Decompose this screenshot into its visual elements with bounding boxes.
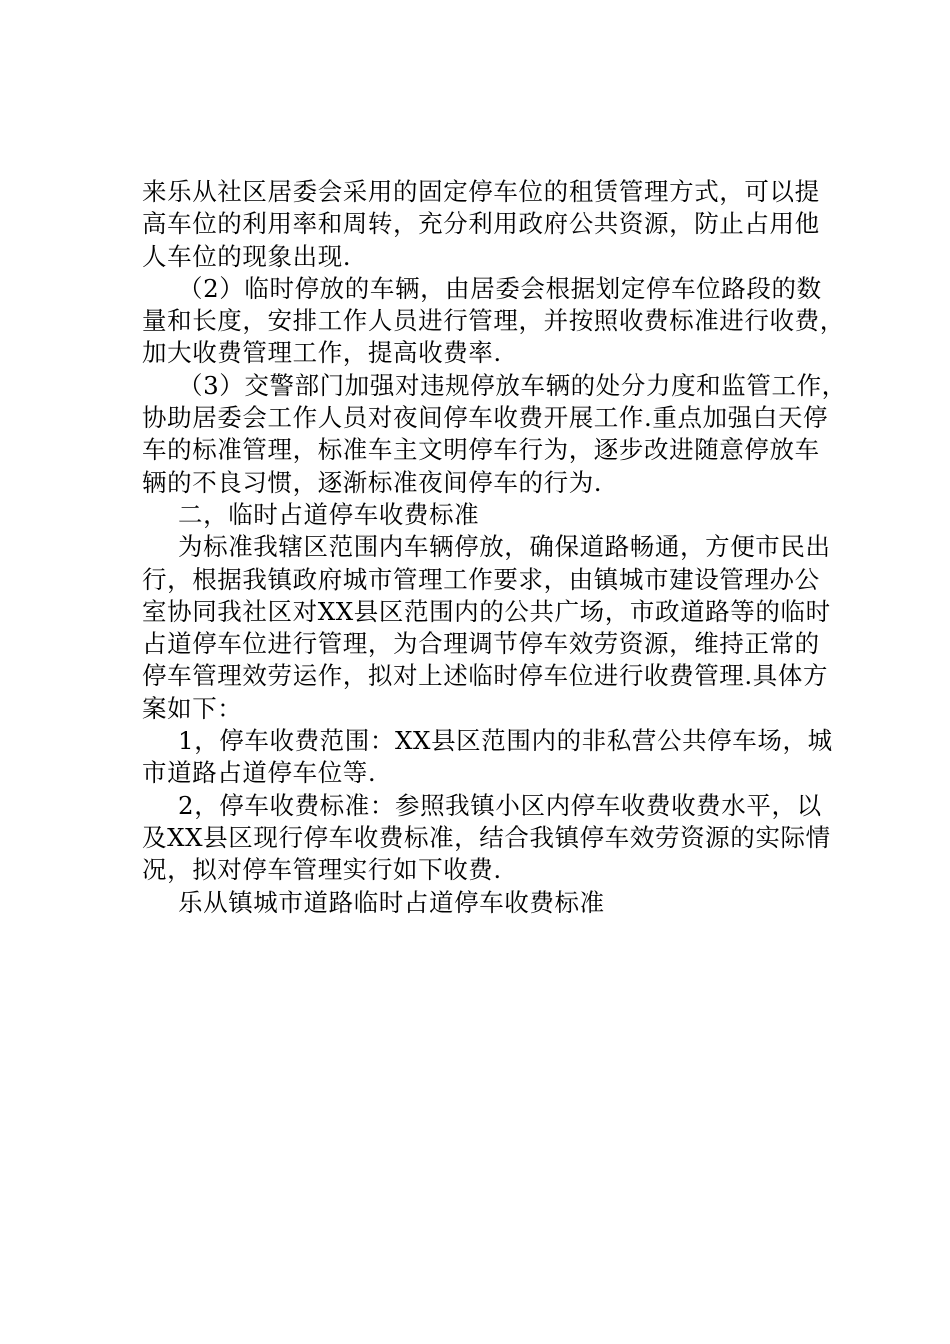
text-line: 加大收费管理工作，提高收费率. (142, 338, 502, 368)
text-line: 车的标准管理，标准车主文明停车行为，逐步改进随意停放车 (142, 435, 820, 465)
text-line: 停车管理效劳运作，拟对上述临时停车位进行收费管理.具体方 (142, 661, 829, 691)
text-line: 行，根据我镇政府城市管理工作要求，由镇城市建设管理办公 (142, 564, 820, 594)
text-line: 及XX县区现行停车收费标准，结合我镇停车效劳资源的实际情 (142, 822, 831, 852)
text-line: 案如下： (142, 693, 243, 723)
text-line: 市道路占道停车位等. (142, 758, 377, 788)
text-line: （3）交警部门加强对违规停放车辆的处分力度和监管工作， (178, 370, 847, 400)
section-heading (142, 499, 832, 531)
paragraph-table-title (142, 887, 832, 919)
text-line: （2）临时停放的车辆，由居委会根据划定停车位路段的数 (178, 273, 822, 303)
text-line: 来乐从社区居委会采用的固定停车位的租赁管理方式，可以提 (142, 177, 820, 206)
text-line: 2，停车收费标准：参照我镇小区内停车收费收费水平，以 (178, 790, 822, 820)
text-line: 人车位的现象出现. (142, 241, 352, 271)
text-line: 量和长度，安排工作人员进行管理，并按照收费标准进行收费， (142, 306, 845, 336)
paragraph-item-2 (142, 273, 845, 370)
text-line: 高车位的利用率和周转，充分利用政府公共资源，防止占用他 (142, 209, 820, 239)
document-body (142, 176, 847, 919)
text-line: 占道停车位进行管理，为合理调节停车效劳资源，维持正常的 (142, 629, 820, 659)
paragraph-fee-standard (142, 790, 832, 887)
text-line: 为标准我辖区范围内车辆停放，确保道路畅通，方便市民出 (178, 532, 831, 562)
paragraph-lease-management (142, 176, 832, 273)
text-line: 乐从镇城市道路临时占道停车收费标准 (178, 887, 605, 917)
paragraph-fee-scope (142, 725, 832, 790)
text-line: 辆的不良习惯，逐渐标准夜间停车的行为. (142, 467, 603, 497)
section-heading-text: 二，临时占道停车收费标准 (178, 499, 480, 529)
text-line: 协助居委会工作人员对夜间停车收费开展工作.重点加强白天停 (142, 403, 829, 433)
text-line: 室协同我社区对XX县区范围内的公共广场，市政道路等的临时 (142, 596, 831, 626)
text-line: 1，停车收费范围：XX县区范围内的非私营公共停车场，城 (178, 726, 833, 756)
paragraph-item-3 (142, 370, 847, 499)
text-line: 况，拟对停车管理实行如下收费. (142, 855, 502, 885)
paragraph-scope-intro (142, 531, 832, 725)
